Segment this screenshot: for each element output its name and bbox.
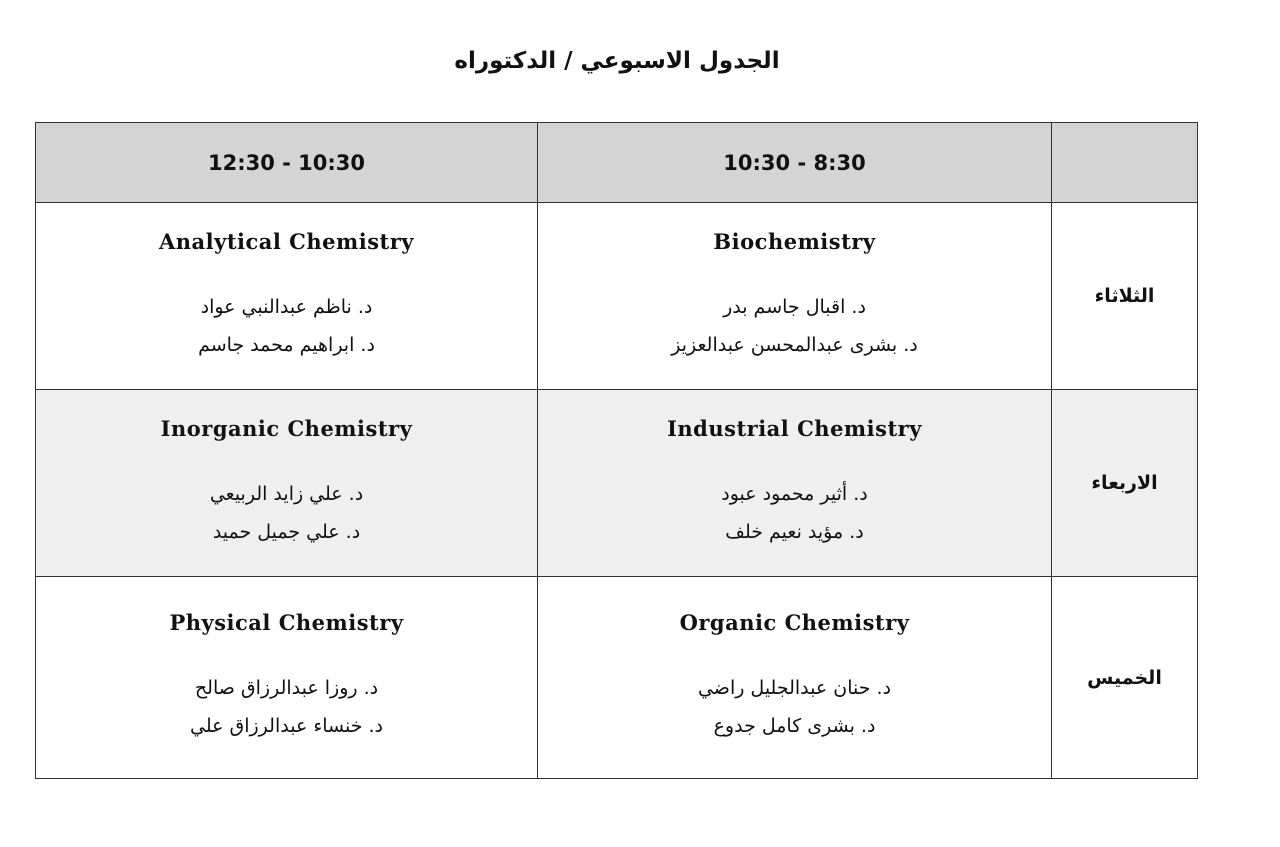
instructor-name: د. علي زايد الربيعي <box>209 482 364 505</box>
table-header-row <box>36 123 1198 203</box>
page-title: الجدول الاسبوعي / الدكتوراه <box>454 48 780 74</box>
instructor-name: د. اقبال جاسم بدر <box>723 295 866 318</box>
session-cell <box>36 577 538 779</box>
day-label: الثلاثاء <box>1052 203 1198 390</box>
instructor-name: د. مؤيد نعيم خلف <box>725 520 864 543</box>
course-name: Physical Chemistry <box>169 610 404 635</box>
instructor-name: د. خنساء عبدالرزاق علي <box>189 715 384 737</box>
instructor-name: د. بشرى كامل جدوع <box>713 715 876 737</box>
session-cell <box>538 577 1052 779</box>
instructor-name: د. ناظم عبدالنبي عواد <box>200 295 373 318</box>
course-name: Organic Chemistry <box>679 610 910 635</box>
session-cell <box>36 203 538 390</box>
instructor-name: د. ابراهيم محمد جاسم <box>198 333 375 356</box>
time-slot-header: 10:30 - 8:30 <box>538 123 1052 203</box>
table-row <box>36 203 1198 390</box>
instructor-name: د. علي جميل حميد <box>212 520 361 543</box>
course-name: Inorganic Chemistry <box>160 415 413 441</box>
instructor-name: د. روزا عبدالرزاق صالح <box>194 677 379 699</box>
course-name: Analytical Chemistry <box>158 228 415 254</box>
course-name: Biochemistry <box>713 228 876 254</box>
instructor-name: د. حنان عبدالجليل راضي <box>697 677 892 699</box>
session-cell <box>538 203 1052 390</box>
day-header-cell <box>1052 123 1198 203</box>
table-row <box>36 577 1198 779</box>
session-cell <box>538 390 1052 577</box>
schedule-table <box>35 122 1198 779</box>
time-slot-header: 12:30 - 10:30 <box>36 123 538 203</box>
session-cell <box>36 390 538 577</box>
instructor-name: د. أثير محمود عبود <box>721 482 868 505</box>
course-name: Industrial Chemistry <box>667 415 922 441</box>
day-label: الاربعاء <box>1052 390 1198 577</box>
instructor-name: د. بشرى عبدالمحسن عبدالعزيز <box>671 333 918 356</box>
table-row <box>36 390 1198 577</box>
day-label: الخميس <box>1052 577 1198 779</box>
